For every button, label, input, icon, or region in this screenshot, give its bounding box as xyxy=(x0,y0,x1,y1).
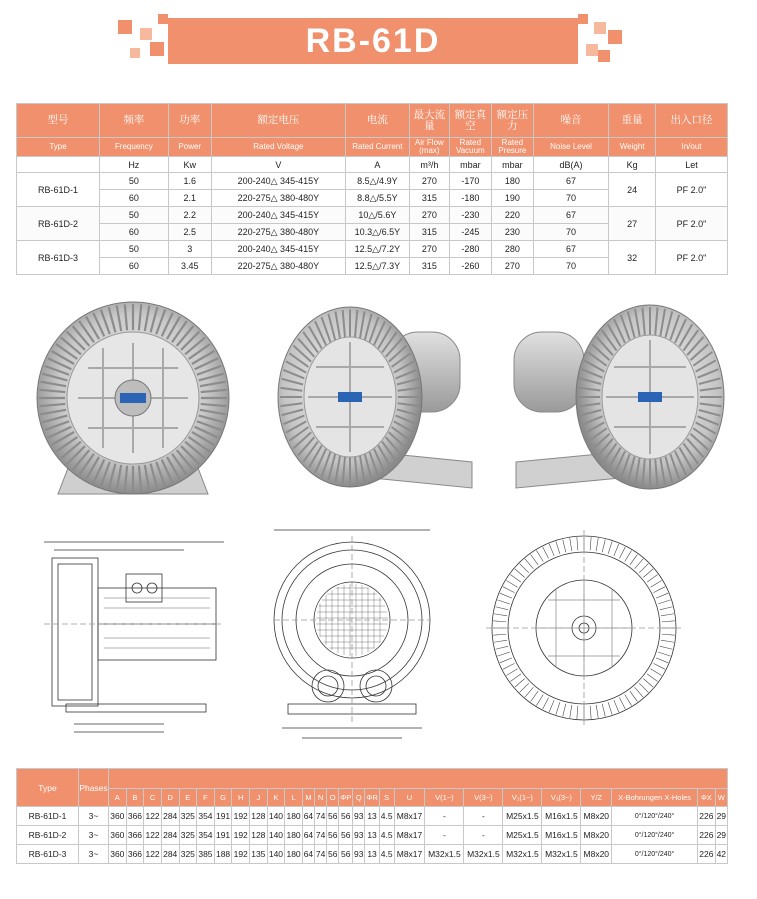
dim-cell: 325 xyxy=(179,807,197,826)
banner-decor-square xyxy=(118,20,132,34)
dim-cell: M32x1.5 xyxy=(425,845,464,864)
dim-column-header: W xyxy=(715,789,727,807)
spec-body xyxy=(17,173,728,275)
spec-cell-pres: 220 xyxy=(491,207,533,224)
unit-cell: m³/h xyxy=(409,157,449,173)
dim-column-header: Y/Z xyxy=(581,789,612,807)
spec-cell-weight: 32 xyxy=(609,241,656,275)
banner-decor-square xyxy=(158,14,168,24)
spec-row xyxy=(17,241,728,258)
spec-cell-inout: PF 2.0" xyxy=(656,207,728,241)
spec-header-en-cell: Rated Voltage xyxy=(211,138,345,157)
product-photo-front xyxy=(28,298,238,508)
dim-column-header: J xyxy=(250,789,268,807)
dim-cell: 0°/120°/240° xyxy=(612,807,698,826)
spec-unit-row xyxy=(17,157,728,173)
dim-cell: 284 xyxy=(161,845,179,864)
spec-row xyxy=(17,173,728,190)
dim-model-cell: RB-61D-1 xyxy=(17,807,79,826)
dim-row xyxy=(17,826,728,845)
spec-cell-db: 70 xyxy=(533,224,608,241)
dim-row xyxy=(17,845,728,864)
dim-model-cell: RB-61D-2 xyxy=(17,826,79,845)
dim-column-header: A xyxy=(109,789,127,807)
dim-cell: 64 xyxy=(302,845,314,864)
unit-cell: A xyxy=(345,157,409,173)
unit-cell: mbar xyxy=(491,157,533,173)
unit-cell: Kw xyxy=(168,157,211,173)
spec-cell-v: 200-240△ 345-415Y xyxy=(211,241,345,258)
dim-cell: 360 xyxy=(109,845,127,864)
spec-cell-inout: PF 2.0" xyxy=(656,173,728,207)
dim-cell: 74 xyxy=(315,826,327,845)
dim-column-header: U xyxy=(394,789,425,807)
dim-cell: 366 xyxy=(126,807,144,826)
dim-cell: M8x17 xyxy=(394,826,425,845)
dim-column-header: K xyxy=(267,789,285,807)
spec-cell-pres: 230 xyxy=(491,224,533,241)
dim-cell: 0°/120°/240° xyxy=(612,845,698,864)
spec-cell-db: 67 xyxy=(533,207,608,224)
spec-cell-vac: -245 xyxy=(449,224,491,241)
dim-cell: 226 xyxy=(698,826,716,845)
drawing-rear-view xyxy=(486,530,682,726)
banner-decor-square xyxy=(608,30,622,44)
dim-cell: 56 xyxy=(339,826,353,845)
dim-cell: M8x17 xyxy=(394,845,425,864)
spec-cell-flow: 315 xyxy=(409,224,449,241)
spec-cell-hz: 60 xyxy=(100,258,169,275)
spec-cell-db: 70 xyxy=(533,258,608,275)
spec-cell-pres: 270 xyxy=(491,258,533,275)
dim-column-header: ΦR xyxy=(365,789,379,807)
spec-cell-flow: 270 xyxy=(409,173,449,190)
spec-header-cell: 型号 xyxy=(17,104,100,138)
spec-header-zh xyxy=(17,104,728,138)
dim-cell: 122 xyxy=(144,807,162,826)
spec-cell-pres: 180 xyxy=(491,173,533,190)
dim-cell: 13 xyxy=(365,807,379,826)
dim-cell: 192 xyxy=(232,807,250,826)
dim-column-header: G xyxy=(214,789,232,807)
spec-cell-a: 8.5△/4.9Y xyxy=(345,173,409,190)
dim-cell: 180 xyxy=(285,845,303,864)
dim-cell: 29 xyxy=(715,826,727,845)
spec-cell-hz: 50 xyxy=(100,207,169,224)
spec-header-cell: 重量 xyxy=(609,104,656,138)
spec-cell-flow: 315 xyxy=(409,190,449,207)
spec-cell-flow: 315 xyxy=(409,258,449,275)
dim-column-header: L xyxy=(285,789,303,807)
spec-header-en-cell: Power xyxy=(168,138,211,157)
dim-cell: 188 xyxy=(214,845,232,864)
dim-cell: 42 xyxy=(715,845,727,864)
spec-cell-hz: 50 xyxy=(100,241,169,258)
dim-cell: 191 xyxy=(214,826,232,845)
banner-decor-square xyxy=(598,50,610,62)
spec-header-cell: 额定压力 xyxy=(491,104,533,138)
dim-cell: 354 xyxy=(197,807,215,826)
spec-header-en xyxy=(17,138,728,157)
dim-cell: 192 xyxy=(232,845,250,864)
spec-header-cell: 频率 xyxy=(100,104,169,138)
product-photo-side xyxy=(510,302,735,502)
dim-cell: - xyxy=(464,826,503,845)
unit-cell: Kg xyxy=(609,157,656,173)
dim-column-header: Q xyxy=(353,789,365,807)
spec-cell-v: 200-240△ 345-415Y xyxy=(211,173,345,190)
dim-cell: 122 xyxy=(144,826,162,845)
dim-cell: 56 xyxy=(339,807,353,826)
drawing-side-view xyxy=(34,528,234,738)
dim-header-band xyxy=(109,769,728,789)
spec-cell-weight: 24 xyxy=(609,173,656,207)
spec-header-cell: 出入口径 xyxy=(656,104,728,138)
dim-cell: M32x1.5 xyxy=(542,845,581,864)
spec-cell-a: 10△/5.6Y xyxy=(345,207,409,224)
dim-column-header: M xyxy=(302,789,314,807)
dim-cell: 56 xyxy=(327,826,339,845)
spec-cell-db: 67 xyxy=(533,241,608,258)
spec-cell-vac: -280 xyxy=(449,241,491,258)
page-title: RB-61D xyxy=(305,22,441,60)
dim-column-header: D xyxy=(161,789,179,807)
dim-column-header: X-Bohrungen X-Holes xyxy=(612,789,698,807)
unit-cell: Let xyxy=(656,157,728,173)
spec-cell-v: 220-275△ 380-480Y xyxy=(211,258,345,275)
dim-cell: 56 xyxy=(327,807,339,826)
dim-column-header: ΦP xyxy=(339,789,353,807)
unit-cell: V xyxy=(211,157,345,173)
dim-cell: M8x17 xyxy=(394,807,425,826)
dim-cell: 385 xyxy=(197,845,215,864)
dim-cell: 64 xyxy=(302,826,314,845)
unit-cell xyxy=(17,157,100,173)
dim-phases-header: Phases xyxy=(79,769,109,807)
dim-cell: M8x20 xyxy=(581,807,612,826)
dim-row xyxy=(17,807,728,826)
dim-cell: 56 xyxy=(339,845,353,864)
dim-column-header: S xyxy=(379,789,394,807)
dimension-table xyxy=(16,768,728,864)
dim-phases-cell: 3~ xyxy=(79,826,109,845)
spec-cell-kw: 2.1 xyxy=(168,190,211,207)
dim-cell: M8x20 xyxy=(581,845,612,864)
dim-cell: 284 xyxy=(161,826,179,845)
dim-type-header: Type xyxy=(17,769,79,807)
drawing-front-view xyxy=(262,524,442,746)
spec-cell-hz: 50 xyxy=(100,173,169,190)
spec-cell-kw: 3 xyxy=(168,241,211,258)
dim-cell: M8x20 xyxy=(581,826,612,845)
dim-column-header: E xyxy=(179,789,197,807)
dim-column-header: O xyxy=(327,789,339,807)
spec-header-cell: 额定电压 xyxy=(211,104,345,138)
spec-header-en-cell: Frequency xyxy=(100,138,169,157)
dim-cell: 74 xyxy=(315,845,327,864)
dim-cell: M16x1.5 xyxy=(542,807,581,826)
dim-column-header: V(3~) xyxy=(464,789,503,807)
spec-cell-vac: -170 xyxy=(449,173,491,190)
dim-phases-cell: 3~ xyxy=(79,845,109,864)
dim-cell: 128 xyxy=(250,807,268,826)
dim-cell: 366 xyxy=(126,826,144,845)
dim-cell: 325 xyxy=(179,826,197,845)
dim-cell: 180 xyxy=(285,826,303,845)
dim-cell: 93 xyxy=(353,807,365,826)
spec-cell-kw: 1.6 xyxy=(168,173,211,190)
dim-cell: 191 xyxy=(214,807,232,826)
spec-header-cell: 额定真空 xyxy=(449,104,491,138)
spec-header-en-cell: Type xyxy=(17,138,100,157)
dim-cell: 366 xyxy=(126,845,144,864)
spec-cell-pres: 280 xyxy=(491,241,533,258)
dim-cell: 122 xyxy=(144,845,162,864)
spec-header-cell: 最大流量 xyxy=(409,104,449,138)
dim-phases-cell: 3~ xyxy=(79,807,109,826)
dim-cell: 354 xyxy=(197,826,215,845)
spec-row xyxy=(17,207,728,224)
unit-cell: dB(A) xyxy=(533,157,608,173)
dim-column-header: V₁(3~) xyxy=(542,789,581,807)
unit-cell: Hz xyxy=(100,157,169,173)
dim-cell: 226 xyxy=(698,807,716,826)
dim-cell: M16x1.5 xyxy=(542,826,581,845)
dim-cell: 128 xyxy=(250,826,268,845)
dim-cell: 4.5 xyxy=(379,826,394,845)
spec-cell-flow: 270 xyxy=(409,241,449,258)
dim-cell: 74 xyxy=(315,807,327,826)
spec-cell-v: 220-275△ 380-480Y xyxy=(211,224,345,241)
spec-cell-a: 8.8△/5.5Y xyxy=(345,190,409,207)
spec-header-en-cell: Noise Level xyxy=(533,138,608,157)
spec-cell-v: 200-240△ 345-415Y xyxy=(211,207,345,224)
spec-cell-vac: -260 xyxy=(449,258,491,275)
dim-cell: 180 xyxy=(285,807,303,826)
dim-cell: 29 xyxy=(715,807,727,826)
spec-header-en-cell: Rated Current xyxy=(345,138,409,157)
model-cell: RB-61D-1 xyxy=(17,173,100,207)
spec-cell-a: 10.3△/6.5Y xyxy=(345,224,409,241)
dim-header-row xyxy=(17,769,728,789)
dim-cell: 192 xyxy=(232,826,250,845)
dim-cell: - xyxy=(425,807,464,826)
dim-column-header: B xyxy=(126,789,144,807)
banner-decor-square xyxy=(130,48,140,58)
dim-cell: 0°/120°/240° xyxy=(612,826,698,845)
dim-cell: 13 xyxy=(365,826,379,845)
spec-header-cell: 功率 xyxy=(168,104,211,138)
dim-cell: 140 xyxy=(267,826,285,845)
banner-decor-square xyxy=(578,14,588,24)
spec-header-en-cell: In/out xyxy=(656,138,728,157)
spec-header-en-cell: Weight xyxy=(609,138,656,157)
dim-column-header: ΦX xyxy=(698,789,716,807)
spec-cell-pres: 190 xyxy=(491,190,533,207)
dim-cell: 360 xyxy=(109,826,127,845)
spec-header-en-cell: Rated Presure xyxy=(491,138,533,157)
spec-cell-db: 67 xyxy=(533,173,608,190)
spec-header-en-cell: Air Flow (max) xyxy=(409,138,449,157)
spec-cell-a: 12.5△/7.2Y xyxy=(345,241,409,258)
dim-cell: 93 xyxy=(353,845,365,864)
dim-cell: M32x1.5 xyxy=(464,845,503,864)
dim-cell: 140 xyxy=(267,845,285,864)
spec-cell-v: 220-275△ 380-480Y xyxy=(211,190,345,207)
dim-cell: 93 xyxy=(353,826,365,845)
dim-column-header: H xyxy=(232,789,250,807)
dim-cell: 4.5 xyxy=(379,845,394,864)
title-banner xyxy=(0,0,757,72)
spec-cell-kw: 3.45 xyxy=(168,258,211,275)
dim-column-header: C xyxy=(144,789,162,807)
dim-column-header: N xyxy=(315,789,327,807)
dim-cell: 4.5 xyxy=(379,807,394,826)
dim-cell: M25x1.5 xyxy=(503,807,542,826)
spec-header-en-cell: Rated Vacuum xyxy=(449,138,491,157)
dim-column-header: V₁(1~) xyxy=(503,789,542,807)
unit-cell: mbar xyxy=(449,157,491,173)
model-cell: RB-61D-3 xyxy=(17,241,100,275)
spec-cell-weight: 27 xyxy=(609,207,656,241)
product-photo-angled xyxy=(272,302,482,502)
banner-decor-square xyxy=(594,22,606,34)
spec-header-cell: 噪音 xyxy=(533,104,608,138)
model-cell: RB-61D-2 xyxy=(17,207,100,241)
spec-cell-kw: 2.5 xyxy=(168,224,211,241)
dim-column-row xyxy=(17,789,728,807)
dim-cell: - xyxy=(425,826,464,845)
dim-body xyxy=(17,807,728,864)
dim-cell: - xyxy=(464,807,503,826)
dim-cell: 360 xyxy=(109,807,127,826)
dim-cell: 13 xyxy=(365,845,379,864)
dim-column-header: F xyxy=(197,789,215,807)
banner-decor-square xyxy=(150,42,164,56)
dim-cell: 56 xyxy=(327,845,339,864)
spec-cell-kw: 2.2 xyxy=(168,207,211,224)
spec-cell-vac: -230 xyxy=(449,207,491,224)
banner-decor-square xyxy=(586,44,598,56)
dim-cell: 135 xyxy=(250,845,268,864)
spec-cell-hz: 60 xyxy=(100,224,169,241)
banner-decor-square xyxy=(140,28,152,40)
spec-cell-inout: PF 2.0" xyxy=(656,241,728,275)
spec-cell-db: 70 xyxy=(533,190,608,207)
dim-cell: 226 xyxy=(698,845,716,864)
dim-cell: 140 xyxy=(267,807,285,826)
spec-table xyxy=(16,103,728,275)
dim-cell: M25x1.5 xyxy=(503,826,542,845)
dim-cell: 64 xyxy=(302,807,314,826)
spec-header-cell: 电流 xyxy=(345,104,409,138)
spec-cell-a: 12.5△/7.3Y xyxy=(345,258,409,275)
dim-cell: M32x1.5 xyxy=(503,845,542,864)
dim-model-cell: RB-61D-3 xyxy=(17,845,79,864)
spec-cell-flow: 270 xyxy=(409,207,449,224)
dim-column-header: V(1~) xyxy=(425,789,464,807)
dim-cell: 325 xyxy=(179,845,197,864)
dim-cell: 284 xyxy=(161,807,179,826)
spec-cell-vac: -180 xyxy=(449,190,491,207)
spec-cell-hz: 60 xyxy=(100,190,169,207)
